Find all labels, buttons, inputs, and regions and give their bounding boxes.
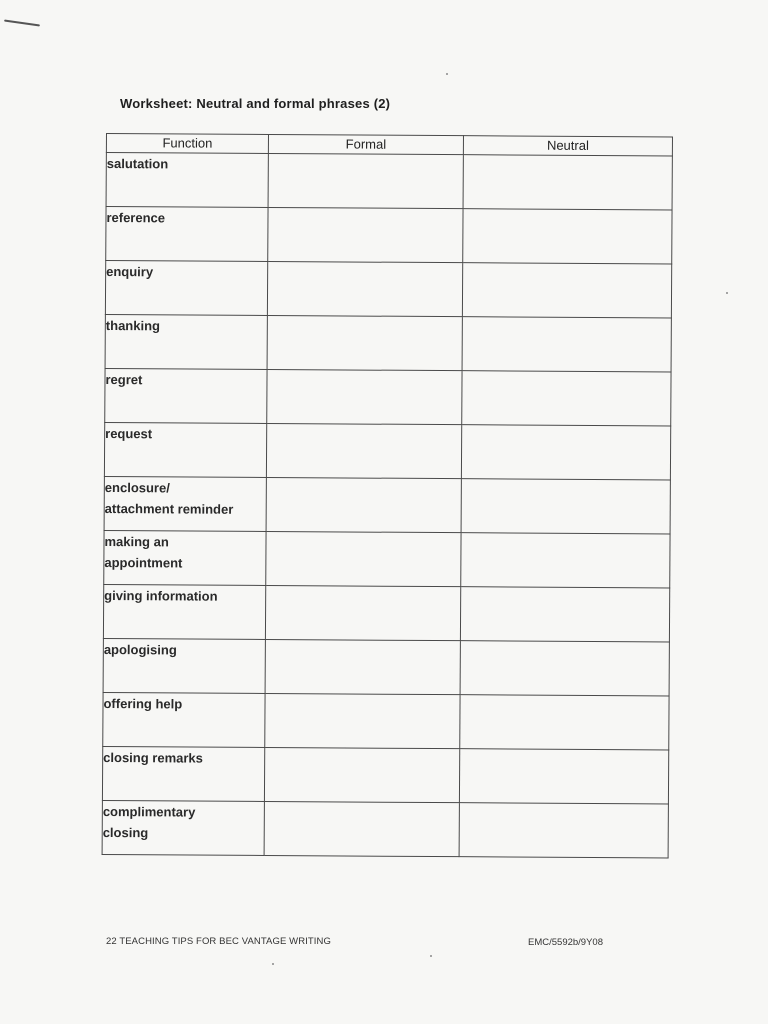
table-row xyxy=(103,638,669,695)
column-header-function: Function xyxy=(106,134,268,154)
formal-cell xyxy=(264,747,459,802)
page-title: Worksheet: Neutral and formal phrases (2) xyxy=(120,96,391,111)
formal-cell xyxy=(268,207,463,262)
formal-cell xyxy=(267,315,462,370)
formal-cell xyxy=(267,261,462,316)
neutral-cell xyxy=(463,155,672,210)
table-row xyxy=(103,584,669,641)
formal-cell xyxy=(266,477,461,532)
neutral-cell xyxy=(459,749,668,804)
table-row xyxy=(105,314,671,371)
formal-cell xyxy=(267,369,462,424)
neutral-cell xyxy=(460,587,669,642)
neutral-cell xyxy=(462,317,671,372)
function-cell: enclosure/ attachment reminder xyxy=(104,476,266,531)
worksheet-table-container xyxy=(102,133,674,858)
column-header-neutral: Neutral xyxy=(463,136,672,156)
function-cell: apologising xyxy=(103,638,265,693)
function-cell: salutation xyxy=(106,153,268,208)
scan-speck xyxy=(430,955,432,957)
scan-speck xyxy=(446,73,448,75)
formal-cell xyxy=(266,423,461,478)
neutral-cell xyxy=(459,803,668,858)
scan-speck xyxy=(726,292,728,294)
formal-cell xyxy=(265,585,460,640)
table-row xyxy=(104,422,670,479)
scan-mark xyxy=(4,20,40,27)
formal-cell xyxy=(265,693,460,748)
function-cell: complimentary closing xyxy=(102,800,264,855)
table-row xyxy=(102,800,668,857)
function-cell: regret xyxy=(105,368,267,423)
neutral-cell xyxy=(461,533,670,588)
neutral-cell xyxy=(463,209,672,264)
function-cell: giving information xyxy=(103,584,265,639)
footer-code: EMC/5592b/9Y08 xyxy=(528,937,603,948)
table-row xyxy=(104,530,670,587)
table-row xyxy=(104,476,670,533)
formal-cell xyxy=(266,531,461,586)
function-cell: thanking xyxy=(105,314,267,369)
formal-cell xyxy=(268,153,463,208)
scan-speck xyxy=(272,963,274,965)
function-cell: reference xyxy=(106,207,268,262)
table-row xyxy=(105,368,671,425)
footer-book-title: 22 TEACHING TIPS FOR BEC VANTAGE WRITING xyxy=(106,936,331,947)
neutral-cell xyxy=(461,479,670,534)
formal-cell xyxy=(265,639,460,694)
neutral-cell xyxy=(461,425,670,480)
table-row xyxy=(103,692,669,749)
neutral-cell xyxy=(460,695,669,750)
function-cell: request xyxy=(104,422,266,477)
table-row xyxy=(105,261,671,318)
function-cell: making an appointment xyxy=(104,530,266,585)
function-cell: closing remarks xyxy=(102,746,264,801)
column-header-formal: Formal xyxy=(268,134,463,154)
function-cell: enquiry xyxy=(105,261,267,316)
neutral-cell xyxy=(462,371,671,426)
formal-cell xyxy=(264,801,459,856)
table-row xyxy=(106,153,672,210)
table-row xyxy=(102,746,668,803)
function-cell: offering help xyxy=(103,692,265,747)
neutral-cell xyxy=(460,641,669,696)
neutral-cell xyxy=(462,263,671,318)
worksheet-table xyxy=(102,133,673,858)
table-row xyxy=(106,207,672,264)
